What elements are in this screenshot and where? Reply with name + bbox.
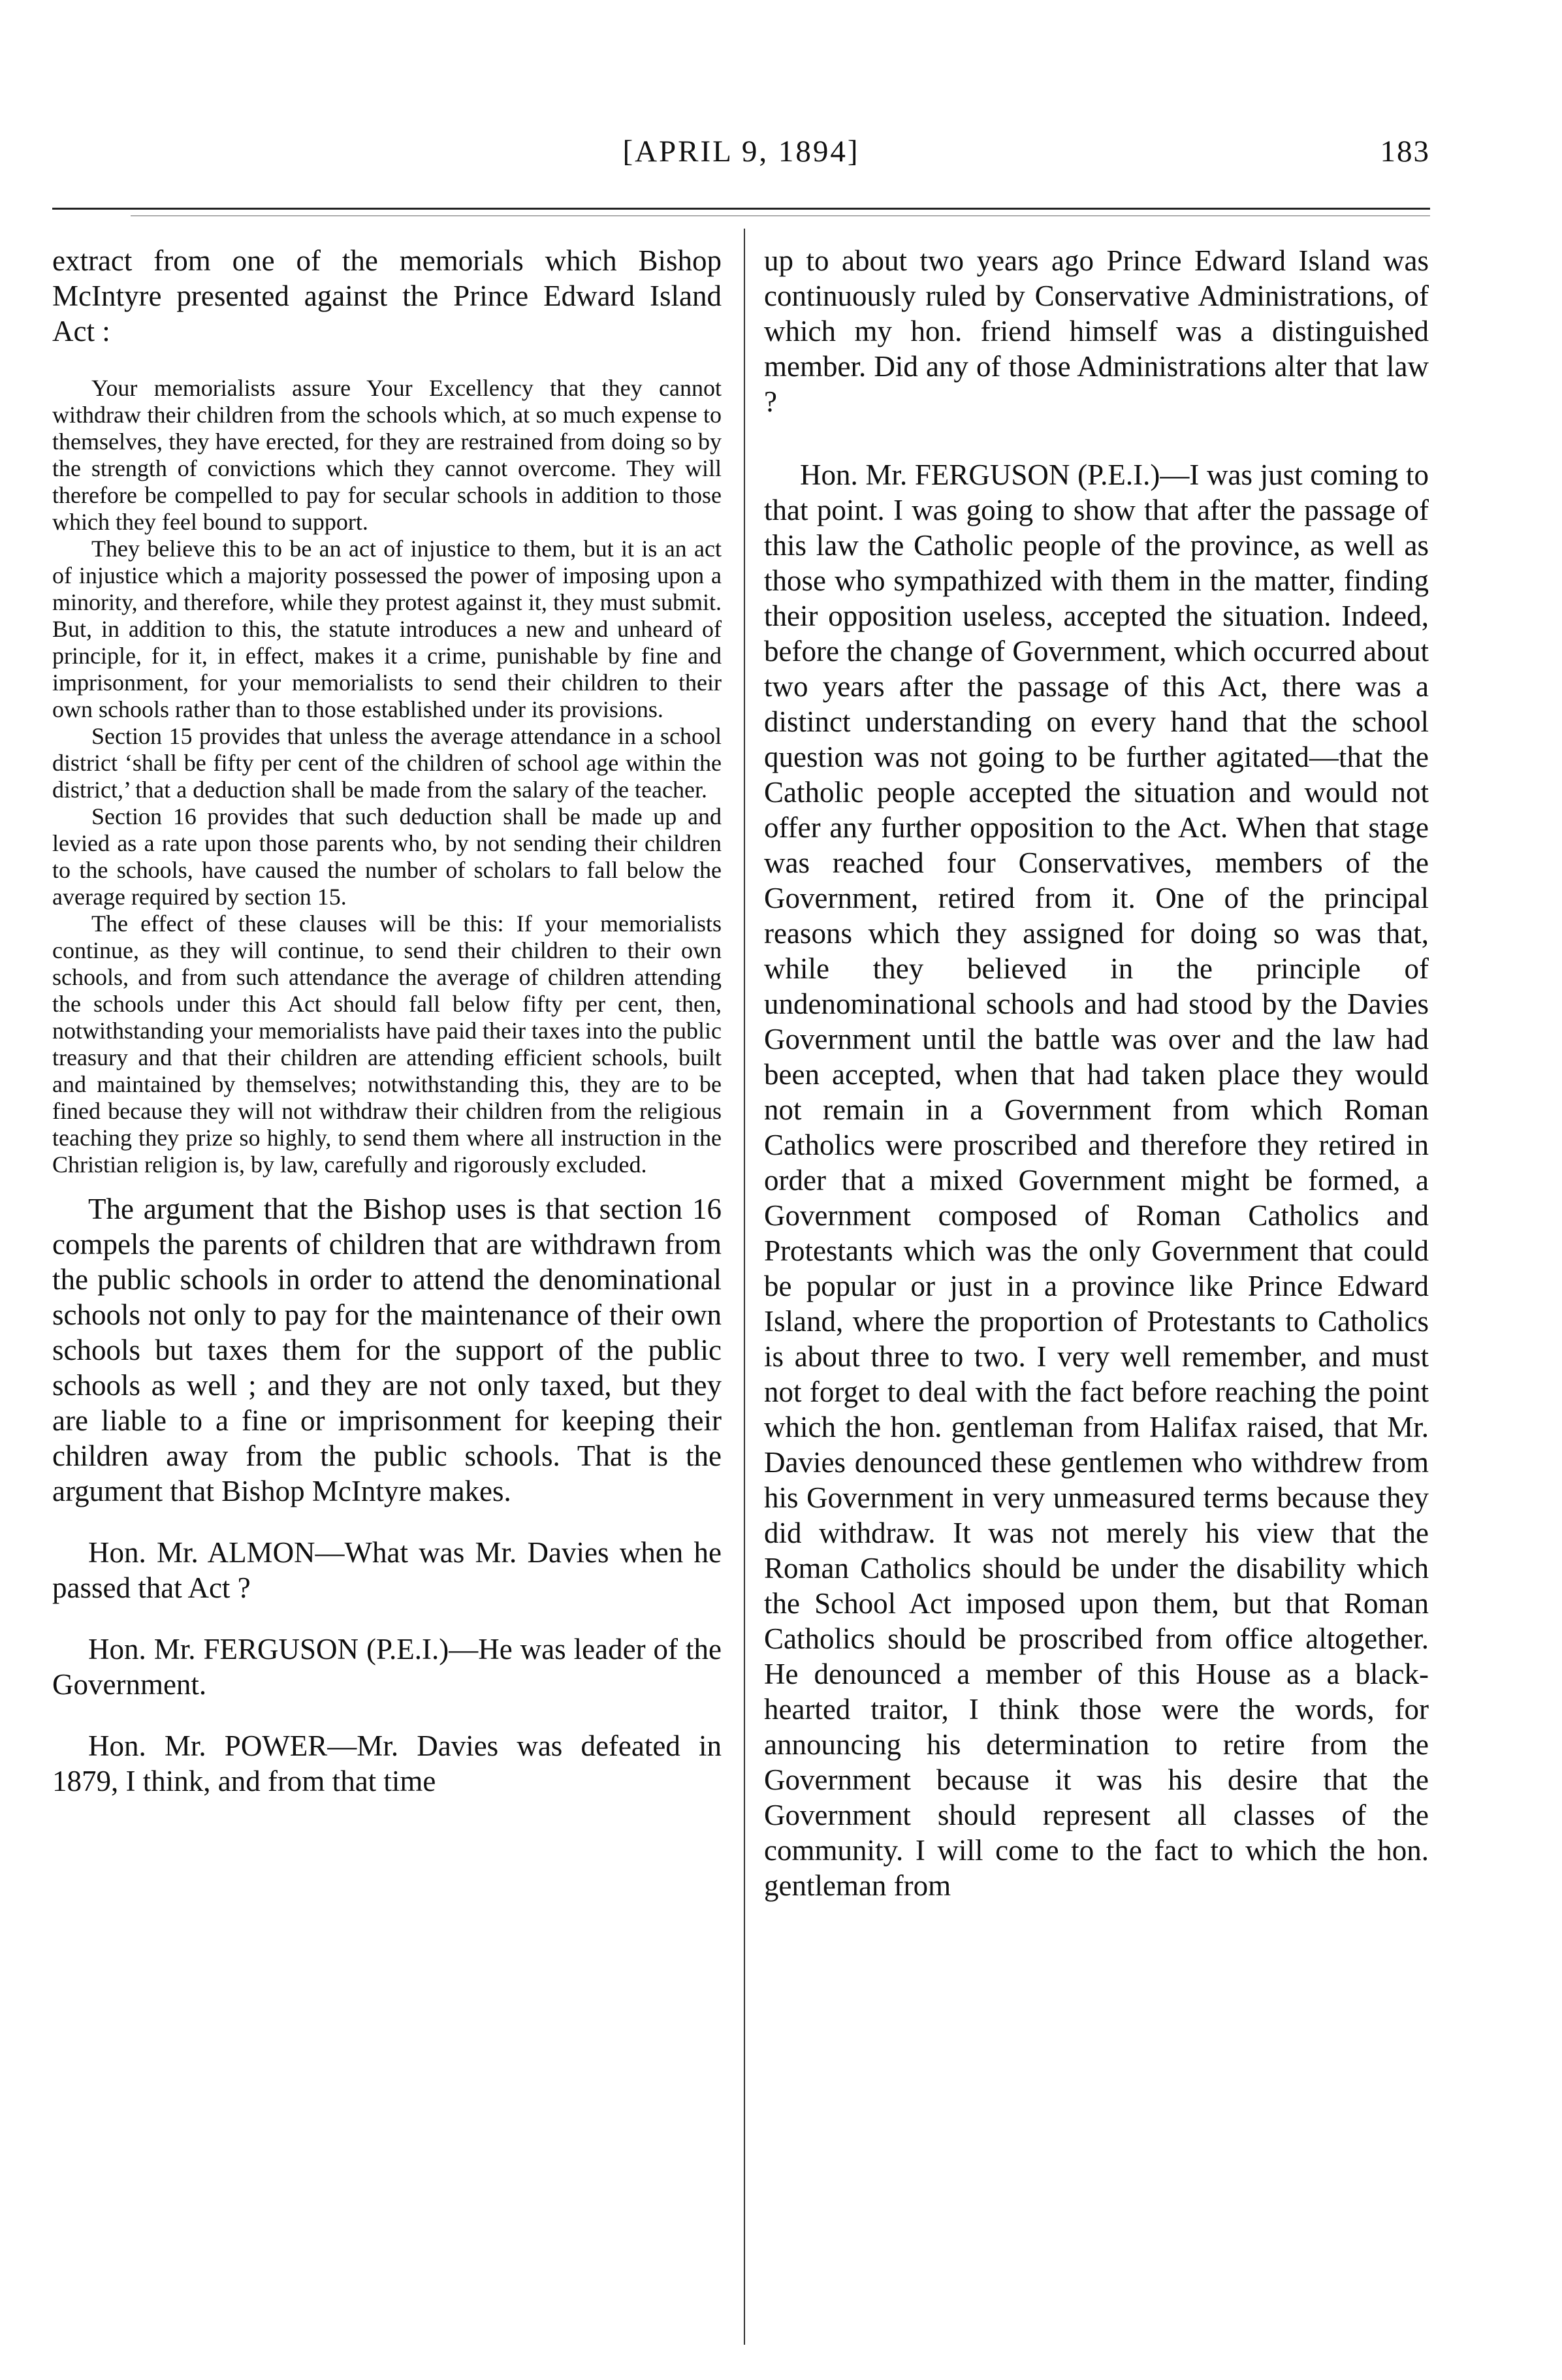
intro-paragraph: extract from one of the memorials which Bishop McIntyre presented against the Prince Edward Island Act : bbox=[52, 244, 722, 347]
power-speech: Hon. Mr. POWER—Mr. Davies was defeated in 1879, I think, and from that time bbox=[52, 1729, 722, 1797]
argument-paragraph: The argument that the Bishop uses is that section 16 compels the parents of children that are withdrawn from the public schools in order to attend the denominational schools not only to pay for the maintenance of their own schools but taxes them for the support of the public schools as well ; and they are not only taxed, but they are liable to a fine or imprisonment for keeping their children away from the public schools. That is the argument that Bishop McIntyre makes. bbox=[52, 1193, 722, 1507]
right-column bbox=[764, 243, 1429, 1903]
quote-paragraph: They believe this to be an act of injustice to them, but it is an act of injustice which a majority possessed the power of imposing upon a minority, and therefore, while they protest against it, they must submit. But, in addition to this, the statute introduces a new and unheard of principle, for it, in effect, makes it a crime, punishable by fine and imprisonment, for your memorialists to send their children to their own schools rather than to those established under its provisions. bbox=[52, 536, 722, 722]
ferguson-reply: Hon. Mr. FERGUSON (P.E.I.)—He was leader of the Government. bbox=[52, 1633, 722, 1701]
quote-paragraph: Section 15 provides that unless the average attendance in a school district ‘shall be fifty per cent of the children of school age within the district,’ that a deduction shall be made from the salary of the teacher. bbox=[52, 723, 722, 803]
quote-paragraph: Section 16 provides that such deduction shall be made up and levied as a rate upon those parents who, by not sending their children to the schools, have caused the number of scholars to fall below the average required by section 15. bbox=[52, 803, 722, 910]
column-divider bbox=[744, 229, 745, 2345]
continuation-paragraph: up to about two years ago Prince Edward Island was continuously ruled by Conservative Administrations, of which my hon. friend himself was a distinguished member. Did any of those Administrations alter that law ? bbox=[764, 244, 1429, 418]
almon-speech: Hon. Mr. ALMON—What was Mr. Davies when he passed that Act ? bbox=[52, 1536, 722, 1604]
running-title: [APRIL 9, 1894] bbox=[622, 135, 860, 169]
page-number: 183 bbox=[1380, 135, 1430, 169]
page-header bbox=[52, 134, 1430, 180]
memorial-quote bbox=[52, 375, 722, 1178]
quote-paragraph: Your memorialists assure Your Excellency that they cannot withdraw their children from the schools which, at so much expense to themselves, they have erected, for they are restrained from doing so by the strength of convictions which they cannot overcome. They will therefore be compelled to pay for secular schools in addition to those which they feel bound to support. bbox=[52, 375, 722, 535]
header-rule bbox=[52, 208, 1430, 210]
ferguson-speech: Hon. Mr. FERGUSON (P.E.I.)—I was just coming to that point. I was going to show that after the passage of this law the Catholic people of the province, as well as those who sympathized with them in the matter, finding their opposition useless, accepted the situation. Indeed, before the change of Government, which occurred about two years after the passage of this Act, there was a distinct understanding on every hand that the school question was not going to be further agitated—that the Catholic people accepted the situation and would not offer any further opposition to the Act. When that stage was reached four Conservatives, members of the Government, retired from it. One of the principal reasons which they assigned for doing so was that, while they believed in the principle of undenominational schools and had stood by the Davies Government until the battle was over and the law had been accepted, when that had taken place they would not remain in a Government from which Roman Catholics were proscribed and therefore they retired in order that a mixed Government might be formed, a Government composed of Roman Catholics and Protestants which was the only Government that could be popular or just in a province like Prince Edward Island, where the proportion of Protestants to Catholics is about three to two. I very well remember, and must not forget to deal with the fact before reaching the point which the hon. gentleman from Halifax raised, that Mr. Davies denounced these gentlemen who withdrew from his Government in very unmeasured terms because they did withdraw. It was not merely his view that the Roman Catholics should be under the disability which the School Act imposed upon them, but that Roman Catholics should be proscribed from office altogether. He denounced a member of this House as a black-hearted traitor, I think those were the words, for announcing his determination to retire from the Government because it was his desire that the Government should represent all classes of the community. I will come to the fact to which the hon. gentleman from bbox=[764, 458, 1429, 1902]
left-column bbox=[52, 243, 722, 1799]
quote-paragraph: The effect of these clauses will be this: If your memorialists continue, as they will continue, to send their children to their own schools, and from such attendance the average of children attending the schools under this Act should fall below fifty per cent, then, notwithstanding your memorialists have paid their taxes into the public treasury and that their children are attending efficient schools, built and maintained by themselves; notwithstanding this, they are to be fined because they will not withdraw their children from the religious teaching they prize so highly, to send them where all instruction in the Christian religion is, by law, carefully and rigorously excluded. bbox=[52, 910, 722, 1178]
